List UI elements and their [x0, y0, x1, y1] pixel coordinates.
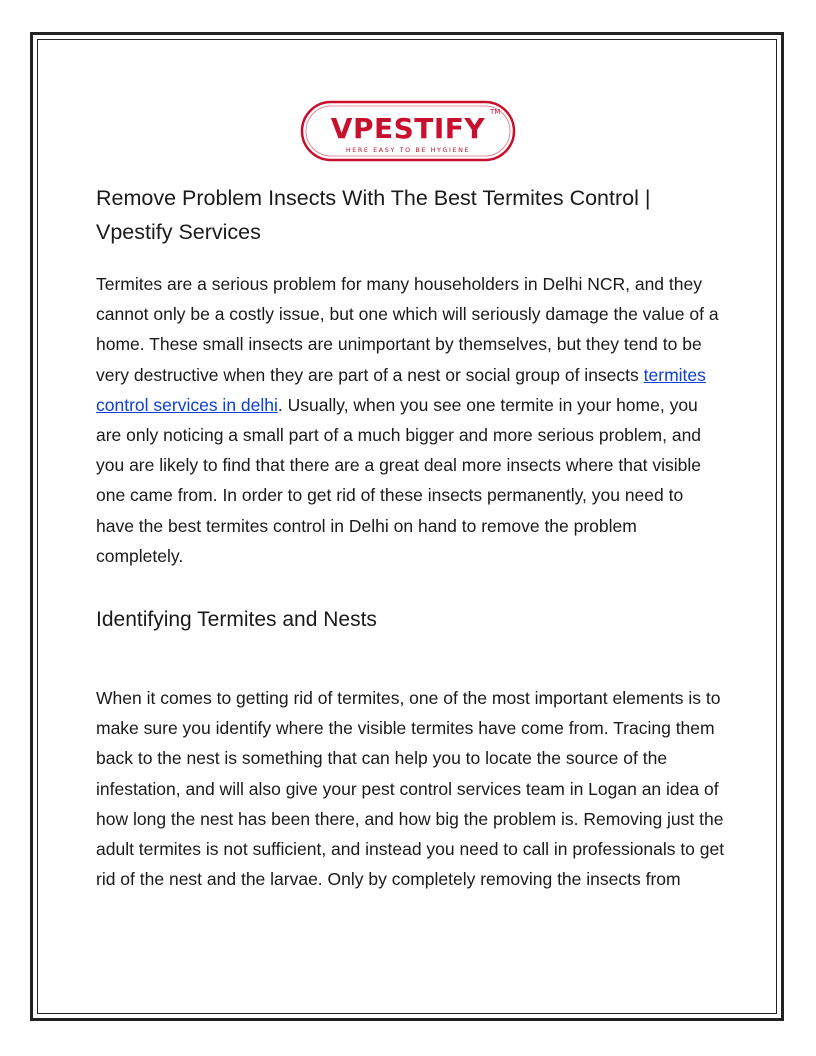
section-paragraph: When it comes to getting rid of termites, one of the most important elements is to make sure you identify where the visible termites have come from. Tracing them back to the nest is something that can help you to locate the source of the infestation, and will also give your pest control services team in Logan an idea of how long the nest has been there, and how big the problem is. Removing just the adult termites is not sufficient, and instead you need to call in professionals to get rid of the nest and the larvae. Only by completely removing the insects from — [96, 688, 725, 890]
article-content — [96, 181, 726, 894]
vpestify-logo — [300, 100, 516, 162]
logo-tagline: HERE EASY TO BE HYGIENE — [345, 146, 471, 154]
intro-paragraph — [96, 269, 726, 571]
intro-text-start: Termites are a serious problem for many householders in Delhi NCR, and they cannot only be a costly issue, but one which will seriously damage the value of a home. These small insects are unimportant by themselves, but they tend to be very destructive when they are part of a nest or social group of insects — [96, 274, 719, 385]
termites-control-link[interactable]: termites control services in delhi — [96, 364, 706, 415]
logo-brand-text: VPESTIFY — [330, 112, 486, 145]
intro-text-end: . Usually, when you see one termite in your home, you are only noticing a small part of a much bigger and more serious problem, and you are likely to find that there are a great deal more insects where that visible one came from. In order to get rid of these insects permanently, you need to have the best termites control in Delhi on hand to remove the problem completely. — [96, 394, 702, 566]
logo-trademark: TM — [490, 108, 501, 116]
article-title: Remove Problem Insects With The Best Termites Control | Vpestify Services — [96, 186, 651, 244]
section-heading: Identifying Termites and Nests — [96, 608, 377, 632]
